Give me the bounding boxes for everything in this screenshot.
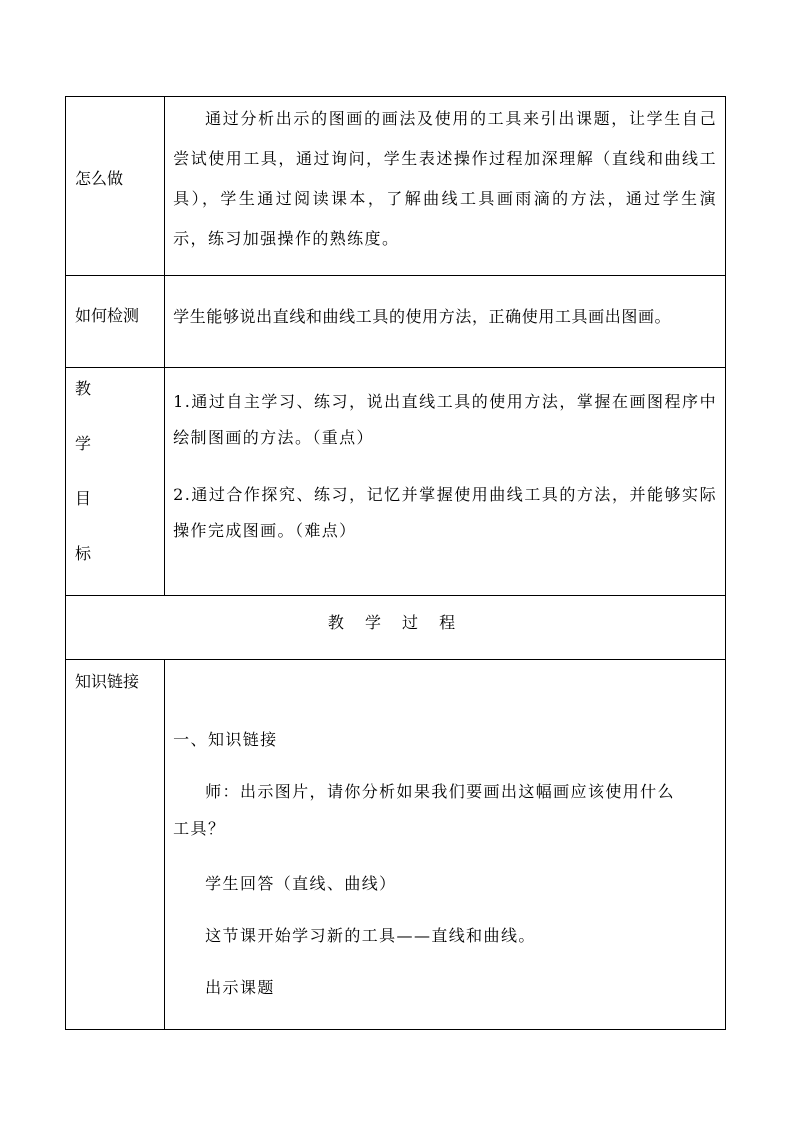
knowledge-section-title: 一、知识链接 bbox=[173, 730, 278, 749]
goals-label-cell bbox=[66, 368, 165, 596]
check-text: 学生能够说出直线和曲线工具的使用方法，正确使用工具画出图画。 bbox=[173, 307, 672, 326]
knowledge-row bbox=[66, 660, 726, 1030]
goals-label-char-3: 目 bbox=[75, 489, 92, 508]
goals-content-cell bbox=[165, 368, 726, 596]
knowledge-label: 知识链接 bbox=[75, 672, 140, 691]
how-content-cell bbox=[165, 97, 726, 276]
how-row bbox=[66, 97, 726, 276]
knowledge-content bbox=[165, 660, 725, 1014]
show-title-line: 出示课题 bbox=[205, 978, 275, 997]
process-heading: 教 学 过 程 bbox=[327, 613, 464, 632]
goals-label bbox=[66, 368, 164, 595]
teacher-line-1: 师：出示图片，请你分析如果我们要画出这幅画应该使用什么 bbox=[205, 782, 675, 801]
how-label-cell bbox=[66, 97, 165, 276]
goals-row bbox=[66, 368, 726, 596]
knowledge-label-cell bbox=[66, 660, 165, 1030]
goal-1: 1.通过自主学习、练习，说出直线工具的使用方法，掌握在画图程序中绘制图画的方法。（重点） bbox=[173, 392, 717, 447]
teacher-line-2: 工具？ bbox=[173, 819, 226, 838]
goals-label-char-1: 教 bbox=[75, 379, 92, 398]
intro-line: 这节课开始学习新的工具——直线和曲线。 bbox=[205, 926, 536, 945]
student-answer: 学生回答（直线、曲线） bbox=[205, 874, 397, 893]
check-label: 如何检测 bbox=[75, 306, 140, 325]
how-text: 通过分析出示的图画的画法及使用的工具来引出课题，让学生自己尝试使用工具，通过询问，学生表述操作过程加深理解（直线和曲线工具），学生通过阅读课本，了解曲线工具画雨滴的方法，通过学生演示，练习加强操作的熟练度。 bbox=[173, 109, 717, 248]
process-heading-cell bbox=[66, 596, 726, 660]
knowledge-content-cell bbox=[165, 660, 726, 1030]
goals-label-char-4: 标 bbox=[75, 544, 92, 563]
goals-content bbox=[165, 368, 725, 549]
goals-label-char-2: 学 bbox=[75, 434, 92, 453]
lesson-plan-table bbox=[65, 96, 726, 1030]
goal-2: 2.通过合作探究、练习，记忆并掌握使用曲线工具的方法，并能够实际操作完成图画。（难点） bbox=[173, 485, 717, 540]
process-heading-row bbox=[66, 596, 726, 660]
check-row bbox=[66, 276, 726, 368]
check-label-cell bbox=[66, 276, 165, 368]
check-content-cell bbox=[165, 276, 726, 368]
how-label: 怎么做 bbox=[75, 169, 124, 188]
